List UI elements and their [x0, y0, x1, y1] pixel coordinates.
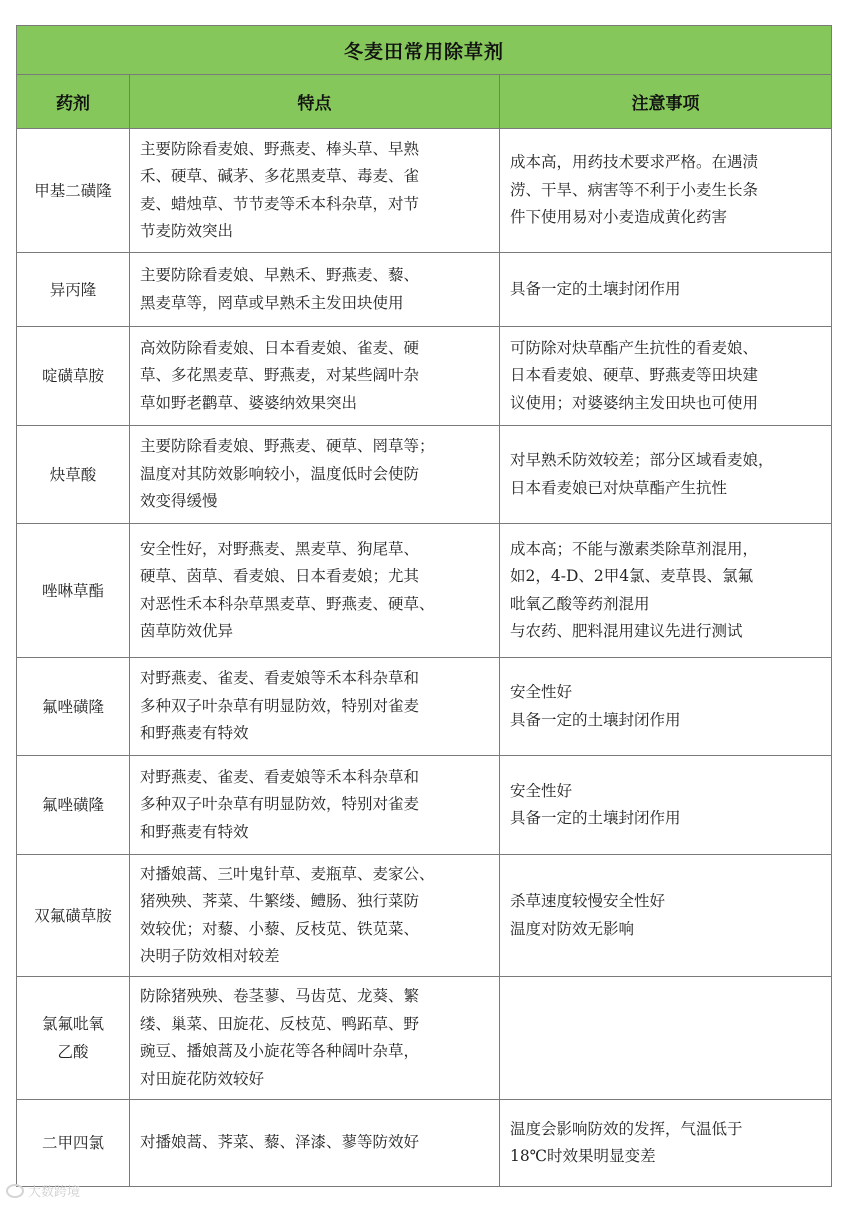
table-row	[17, 327, 832, 426]
agent-notes: 可防除对炔草酯产生抗性的看麦娘、 日本看麦娘、硬草、野燕麦等田块建 议使用；对婆婆纳主发田块也可使用	[500, 327, 832, 426]
agent-name: 氟唑磺隆	[17, 658, 130, 756]
watermark	[6, 1181, 80, 1200]
agent-name: 二甲四氯	[17, 1100, 130, 1187]
agent-notes	[500, 977, 832, 1100]
agent-features: 对播娘蒿、荠菜、藜、泽漆、蓼等防效好	[130, 1100, 500, 1187]
agent-name: 甲基二磺隆	[17, 129, 130, 253]
agent-notes: 具备一定的土壤封闭作用	[500, 253, 832, 327]
table-row	[17, 253, 832, 327]
table-row	[17, 129, 832, 253]
agent-name: 啶磺草胺	[17, 327, 130, 426]
agent-features: 防除猪殃殃、卷茎蓼、马齿苋、龙葵、繁 缕、巢菜、田旋花、反枝苋、鸭跖草、野 豌豆、播娘蒿及小旋花等各种阔叶杂草， 对田旋花防效较好	[130, 977, 500, 1100]
agent-name: 氯氟吡氧 乙酸	[17, 977, 130, 1100]
header-notes: 注意事项	[500, 75, 832, 129]
agent-features: 对野燕麦、雀麦、看麦娘等禾本科杂草和 多种双子叶杂草有明显防效，特别对雀麦 和野燕麦有特效	[130, 658, 500, 756]
agent-features: 高效防除看麦娘、日本看麦娘、雀麦、硬 草、多花黑麦草、野燕麦，对某些阔叶杂 草如野老鹳草、婆婆纳效果突出	[130, 327, 500, 426]
agent-features: 主要防除看麦娘、野燕麦、硬草、罔草等； 温度对其防效影响较小，温度低时会使防 效变得缓慢	[130, 426, 500, 524]
agent-notes: 温度会影响防效的发挥，气温低于 18℃时效果明显变差	[500, 1100, 832, 1187]
agent-notes: 杀草速度较慢安全性好 温度对防效无影响	[500, 855, 832, 977]
agent-name: 氟唑磺隆	[17, 756, 130, 855]
agent-notes: 安全性好 具备一定的土壤封闭作用	[500, 756, 832, 855]
circle-logo-icon	[6, 1184, 24, 1198]
table-row	[17, 855, 832, 977]
table-row	[17, 658, 832, 756]
agent-name: 唑啉草酯	[17, 524, 130, 658]
agent-name: 炔草酸	[17, 426, 130, 524]
agent-features: 主要防除看麦娘、野燕麦、棒头草、早熟 禾、硬草、碱茅、多花黑麦草、毒麦、雀 麦、蜡烛草、节节麦等禾本科杂草，对节 节麦防效突出	[130, 129, 500, 253]
agent-features: 对野燕麦、雀麦、看麦娘等禾本科杂草和 多种双子叶杂草有明显防效，特别对雀麦 和野燕麦有特效	[130, 756, 500, 855]
agent-name: 双氟磺草胺	[17, 855, 130, 977]
watermark-text: 大数跨境	[28, 1185, 81, 1200]
agent-notes: 安全性好 具备一定的土壤封闭作用	[500, 658, 832, 756]
agent-notes: 对早熟禾防效较差；部分区域看麦娘， 日本看麦娘已对炔草酯产生抗性	[500, 426, 832, 524]
agent-notes: 成本高，用药技术要求严格。在遇渍 涝、干旱、病害等不利于小麦生长条 件下使用易对小麦造成黄化药害	[500, 129, 832, 253]
table-title: 冬麦田常用除草剂	[17, 26, 832, 75]
agent-features: 安全性好，对野燕麦、黑麦草、狗尾草、 硬草、茵草、看麦娘、日本看麦娘；尤其 对恶性禾本科杂草黑麦草、野燕麦、硬草、 茵草防效优异	[130, 524, 500, 658]
agent-features: 主要防除看麦娘、早熟禾、野燕麦、藜、 黑麦草等，罔草或早熟禾主发田块使用	[130, 253, 500, 327]
table-row	[17, 426, 832, 524]
table-row	[17, 756, 832, 855]
header-agent: 药剂	[17, 75, 130, 129]
table-row	[17, 977, 832, 1100]
agent-features: 对播娘蒿、三叶鬼针草、麦瓶草、麦家公、 猪殃殃、荠菜、牛繁缕、鳢肠、独行菜防 效较优；对藜、小藜、反枝苋、铁苋菜、 决明子防效相对较差	[130, 855, 500, 977]
agent-notes: 成本高；不能与激素类除草剂混用， 如2，4-D、2甲4氯、麦草畏、氯氟 吡氧乙酸等药剂混用 与农药、肥料混用建议先进行测试	[500, 524, 832, 658]
table-row	[17, 1100, 832, 1187]
herbicide-table	[16, 25, 832, 1187]
table-row	[17, 524, 832, 658]
header-features: 特点	[130, 75, 500, 129]
agent-name: 异丙隆	[17, 253, 130, 327]
